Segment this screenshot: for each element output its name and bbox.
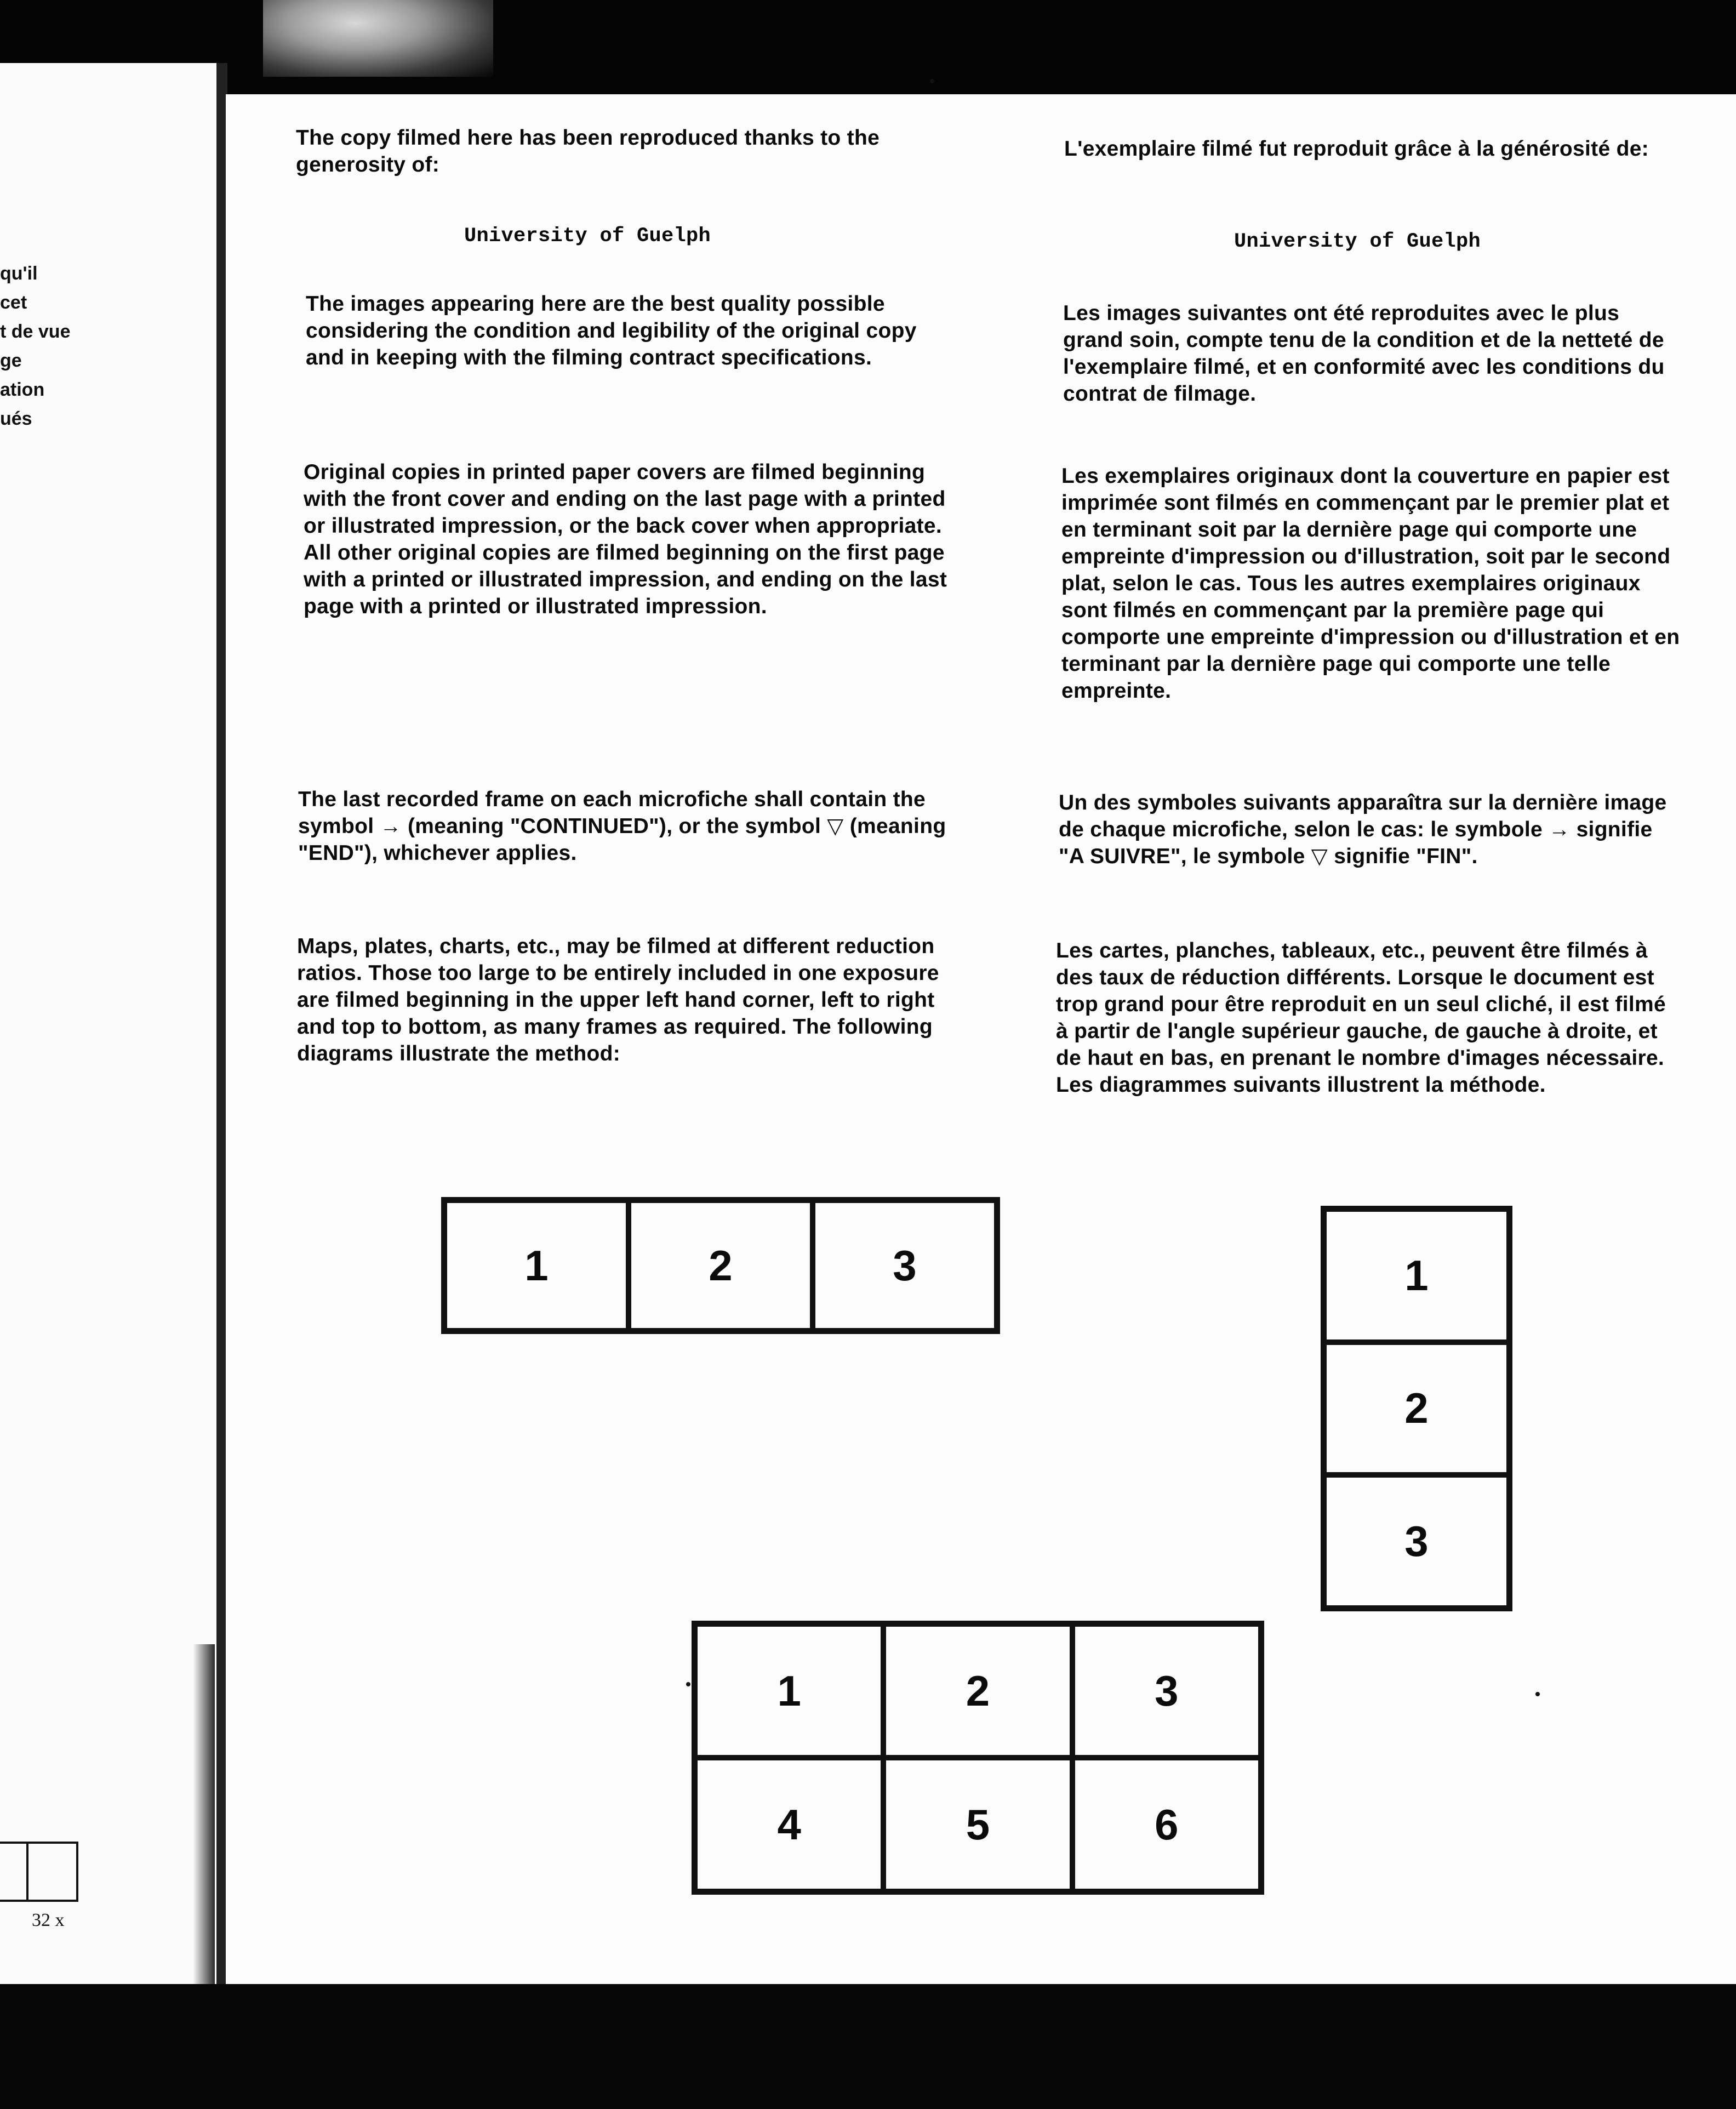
english-symbols-paragraph: The last recorded frame on each microfiche shall contain the symbol → (meaning "CONTINUED"), or the symbol ▽ (meaning "END"), whichever applies. [298,788,946,865]
horizontal-frame-diagram [441,1197,1000,1334]
english-maps-paragraph: Maps, plates, charts, etc., may be filmed at different reduction ratios. Those too large to be entirely included in one exposure are filmed beginning in the upper left hand corner, left to right and top to bottom, as many frames as required. The following diagrams illustrate the method: [297,934,939,1065]
scan-dark-border-bottom [0,1984,1736,2109]
target-page [226,94,1736,1985]
frame-cell: 6 [1072,1758,1261,1891]
left-text-fragment: ation [0,379,45,400]
left-text-fragment: ués [0,408,32,429]
scan-dark-border-top [0,0,1736,96]
left-text-fragment: qu'il [0,263,38,284]
left-page-fragment [0,63,216,1998]
frame-cell: 3 [813,1200,997,1331]
frame-cell: 2 [1324,1342,1509,1475]
french-originals-paragraph: Les exemplaires originaux dont la couverture en papier est imprimée sont filmés en commençant par le premier plat et en terminant soit par la dernière page qui comporte une empreinte d'impression ou d'illustration, soit par le second plat, selon le cas. Tous les autres exemplaires originaux sont filmés en commençant par la première page qui comporte une empreinte d'impression ou d'illustration et en terminant par la dernière page qui comporte une telle empreinte. [1061,464,1680,703]
english-institution: University of Guelph [464,225,711,248]
left-text-fragment: cet [0,292,27,313]
end-triangle-icon: ▽ [1311,845,1328,868]
frame-cell: 1 [1324,1209,1509,1342]
frame-cell: 3 [1072,1624,1261,1758]
continued-arrow-icon: → [1549,818,1571,841]
vertical-frame-diagram [1321,1206,1512,1611]
english-originals-paragraph: Original copies in printed paper covers are filmed beginning with the front cover and ending on the last page with a printed or illustrated impression, or the back cover when appropriate. All other original copies are filmed beginning on the first page with a printed or illustrated impression, and ending on the last page with a printed or illustrated impression. [304,460,947,618]
grid-frame-diagram [692,1621,1264,1895]
continued-arrow-icon: → [380,814,402,838]
left-diagram-fragment [0,1842,78,1902]
left-text-fragment: ge [0,350,22,371]
frame-cell: 3 [1324,1475,1509,1608]
english-intro: The copy filmed here has been reproduced thanks to the generosity of: [296,126,880,176]
end-triangle-icon: ▽ [827,814,844,838]
french-institution: University of Guelph [1234,230,1481,253]
frame-cell: 5 [883,1758,1072,1891]
scan-speck [1535,1692,1540,1696]
french-quality-paragraph: Les images suivantes ont été reproduites avec le plus grand soin, compte tenu de la condition et de la netteté de l'exemplaire filmé, et en conformité avec les conditions du contrat de filmage. [1063,301,1665,406]
frame-cell: 2 [883,1624,1072,1758]
left-text-fragment: t de vue [0,321,71,342]
torn-paper-edge [263,0,493,77]
spine-shadow [193,1644,215,1995]
frame-cell: 2 [629,1200,813,1331]
frame-cell: 1 [444,1200,629,1331]
scan-speck [686,1682,690,1686]
english-quality-paragraph: The images appearing here are the best quality possible considering the condition and legibility of the original copy and in keeping with the filming contract specifications. [306,292,917,369]
french-maps-paragraph: Les cartes, planches, tableaux, etc., peuvent être filmés à des taux de réduction différents. Lorsque le document est trop grand pour être reproduit en un seul cliché, il est filmé à partir de l'angle supérieur gauche, de gauche à droite, et de haut en bas, en prenant le nombre d'images nécessaire. Les diagrammes suivants illustrent la méthode. [1056,939,1666,1097]
frame-cell: 1 [695,1624,883,1758]
reduction-ratio: 32 x [32,1910,65,1930]
frame-cell: 4 [695,1758,883,1891]
french-intro: L'exemplaire filmé fut reproduit grâce à la générosité de: [1064,137,1649,161]
french-symbols-paragraph: Un des symboles suivants apparaîtra sur la dernière image de chaque microfiche, selon le cas: le symbole → signifie "A SUIVRE", le symbole ▽ signifie "FIN". [1059,789,1678,870]
scan-speck [930,79,934,83]
